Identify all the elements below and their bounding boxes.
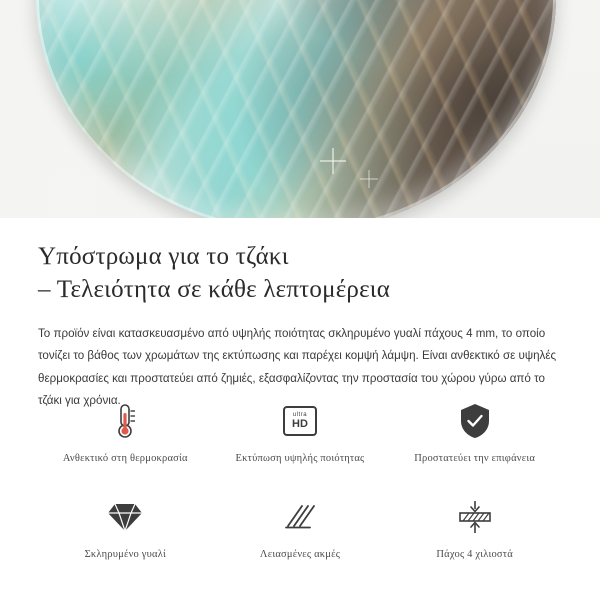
hero-image <box>0 0 600 218</box>
text-content <box>0 218 600 413</box>
thickness-icon <box>455 494 495 540</box>
feature-item-surface-protection <box>387 398 562 466</box>
sparkle-icon <box>360 170 378 188</box>
feature-item-polished-edges <box>213 494 388 562</box>
sparkle-icon <box>320 148 346 174</box>
ultra-hd-badge <box>283 406 317 436</box>
marble-glass-plate <box>36 0 556 218</box>
feature-label: Πάχος 4 χιλιοστά <box>436 548 513 560</box>
product-description-paragraph: Το προϊόν είναι κατασκευασμένο από υψηλής ποιότητας σκληρυμένο γυαλί πάχους 4 mm, το οποίο τονίζει το βάθος των χρωμάτων της εκτύπωσης και παρέχει κομψή λάμψη. Είναι ανθεκτικό σε υψηλές θερμοκρασίες και προστατεύει από ζημιές, εξασφαλίζοντας την προστασία του χώρου γύρω από το τζάκι για χρόνια. <box>38 326 557 408</box>
shield-check-icon <box>457 398 493 444</box>
feature-item-thickness <box>387 494 562 562</box>
feature-grid <box>38 398 562 561</box>
thermometer-icon <box>110 398 140 444</box>
feature-label: Σκληρυμένο γυαλί <box>84 548 167 560</box>
headline-line-2: – Τελειότητα σε κάθε λεπτομέρεια <box>38 276 391 304</box>
headline-line-1: Υπόστρωμα για το τζάκι <box>38 243 289 270</box>
polished-edges-icon <box>282 494 318 540</box>
diamond-icon <box>106 494 144 540</box>
feature-item-ultra-hd-print <box>213 398 388 466</box>
badge-text-bottom: HD <box>292 418 308 430</box>
ultra-hd-icon <box>283 398 317 444</box>
badge-text-top: ultra <box>292 412 308 418</box>
feature-item-tempered-glass <box>38 494 213 562</box>
page-title <box>38 240 562 307</box>
feature-item-temperature-resistant <box>38 398 213 466</box>
feature-label: Λειασμένες ακμές <box>259 548 341 560</box>
feature-label: Προστατεύει την επιφάνεια <box>414 453 536 464</box>
feature-label: Ανθεκτικό στη θερμοκρασία <box>62 453 188 464</box>
feature-label: Εκτύπωση υψηλής ποιότητας <box>235 453 365 464</box>
